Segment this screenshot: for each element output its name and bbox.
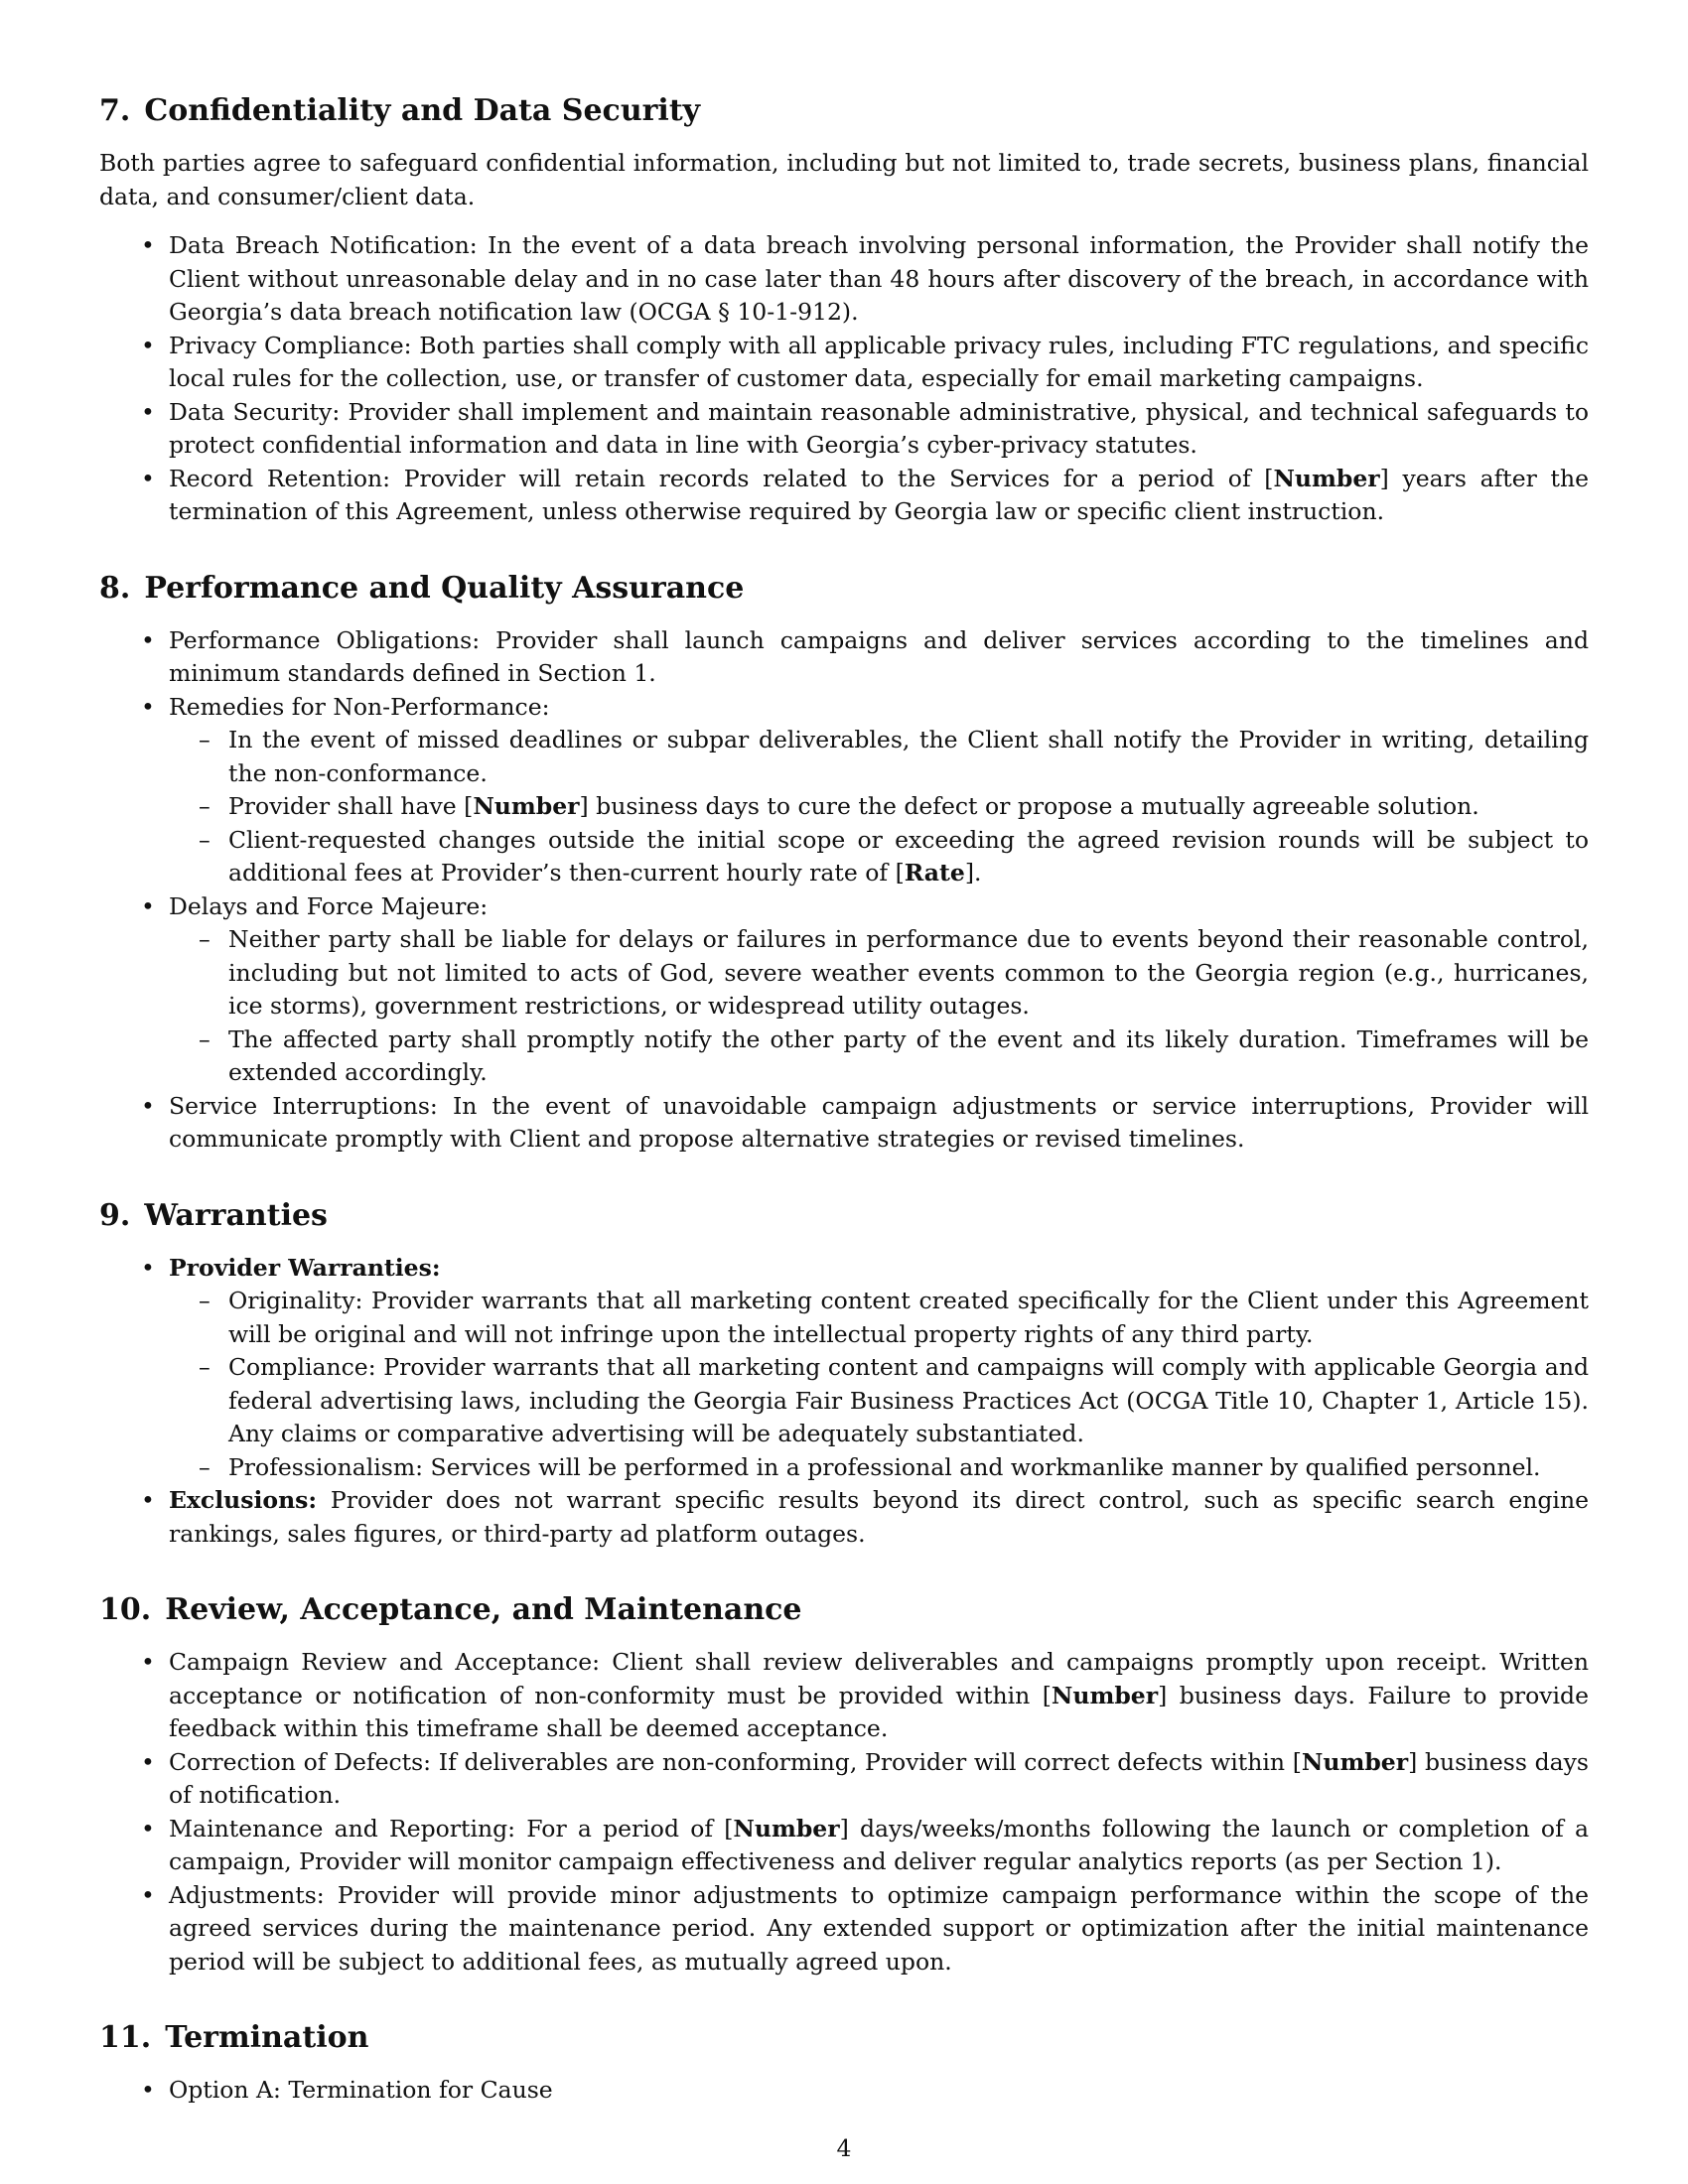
sub-list xyxy=(169,724,1589,890)
section-9-list xyxy=(99,1252,1589,1552)
sub-list-item: – Provider shall have [Number] business days to cure the defect or propose a mutually agreeable solution. xyxy=(169,790,1589,824)
list-item: • Correction of Defects: If deliverables are non-conforming, Provider will correct defects within [Number] business days of notification. xyxy=(99,1746,1589,1813)
section-10-heading: 10. Review, Acceptance, and Maintenance xyxy=(99,1592,802,1627)
list-item: • Remedies for Non-Performance: – In the event of missed deadlines or subpar deliverables, the Client shall notify the Provider in writing, detailing the non-conformance. – Provider shall have [Number] business days to cure the defect or propose a mutually agreeable solution. – Client-requested changes outside the initial scope or exceeding the agreed revision rounds will be subject to additional fees at Provider’s then-current hourly rate of [Rate]. xyxy=(99,691,1589,890)
section-8 xyxy=(99,567,1589,1157)
sub-list-item: – Compliance: Provider warrants that all marketing content and campaigns will comply with applicable Georgia and federal advertising laws, including the Georgia Fair Business Practices Act (OCGA Title 10, Chapter 1, Article 15). Any claims or comparative advertising will be adequately substantiated. xyxy=(169,1351,1589,1451)
document-body xyxy=(99,89,1589,2145)
list-item: • Option A: Termination for Cause xyxy=(99,2074,1589,2108)
list-item: • Service Interruptions: In the event of unavoidable campaign adjustments or service interruptions, Provider will communicate promptly with Client and propose alternative strategies or revised timelines. xyxy=(99,1090,1589,1157)
section-9 xyxy=(99,1194,1589,1552)
sub-list xyxy=(169,1285,1589,1484)
section-11-list xyxy=(99,2074,1589,2108)
section-9-heading: 9. Warranties xyxy=(99,1197,328,1233)
list-item: • Maintenance and Reporting: For a period of [Number] days/weeks/months following the launch or completion of a campaign, Provider will monitor campaign effectiveness and deliver regular analytics reports (as per Section 1). xyxy=(99,1813,1589,1879)
section-10-list xyxy=(99,1646,1589,1979)
sub-list-item: – Professionalism: Services will be performed in a professional and workmanlike manner by qualified personnel. xyxy=(169,1451,1589,1485)
section-8-heading: 8. Performance and Quality Assurance xyxy=(99,570,745,606)
list-item: • Data Breach Notification: In the event of a data breach involving personal information, the Provider shall notify the Client without unreasonable delay and in no case later than 48 hours after discovery of the breach, in accordance with Georgia’s data breach notification law (OCGA § 10-1-912). xyxy=(99,229,1589,330)
section-7-list xyxy=(99,229,1589,529)
list-item: • Data Security: Provider shall implement and maintain reasonable administrative, physical, and technical safeguards to protect confidential information and data in line with Georgia’s cyber-privacy statutes. xyxy=(99,396,1589,463)
list-item: • Record Retention: Provider will retain records related to the Services for a period of [Number] years after the termination of this Agreement, unless otherwise required by Georgia law or specific client instruction. xyxy=(99,463,1589,529)
list-item: • Provider Warranties: – Originality: Provider warrants that all marketing content created specifically for the Client under this Agreement will be original and will not infringe upon the intellectual property rights of any third party. – Compliance: Provider warrants that all marketing content and campaigns will comply with applicable Georgia and federal advertising laws, including the Georgia Fair Business Practices Act (OCGA Title 10, Chapter 1, Article 15). Any claims or comparative advertising will be adequately substantiated. – Professionalism: Services will be performed in a professional and workmanlike manner by qualified personnel. xyxy=(99,1252,1589,1485)
list-item: • Adjustments: Provider will provide minor adjustments to optimize campaign performance within the scope of the agreed services during the maintenance period. Any extended support or optimization after the initial maintenance period will be subject to additional fees, as mutually agreed upon. xyxy=(99,1879,1589,1979)
section-8-list xyxy=(99,624,1589,1157)
sub-list-item: – In the event of missed deadlines or subpar deliverables, the Client shall notify the Provider in writing, detailing the non-conformance. xyxy=(169,724,1589,790)
page-number: 4 xyxy=(836,2134,852,2162)
section-7-heading: 7. Confidentiality and Data Security xyxy=(99,93,701,128)
sub-list-item: – Client-requested changes outside the initial scope or exceeding the agreed revision rounds will be subject to additional fees at Provider’s then-current hourly rate of [Rate]. xyxy=(169,824,1589,890)
sub-list xyxy=(169,923,1589,1090)
section-11 xyxy=(99,2016,1589,2108)
sub-list-item: – Originality: Provider warrants that all marketing content created specifically for the Client under this Agreement will be original and will not infringe upon the intellectual property rights of any third party. xyxy=(169,1285,1589,1351)
section-10 xyxy=(99,1588,1589,1979)
sub-list-item: – The affected party shall promptly notify the other party of the event and its likely duration. Timeframes will be extended accordingly. xyxy=(169,1024,1589,1090)
list-item: • Privacy Compliance: Both parties shall comply with all applicable privacy rules, including FTC regulations, and specific local rules for the collection, use, or transfer of customer data, especially for email marketing campaigns. xyxy=(99,330,1589,396)
section-11-heading: 11. Termination xyxy=(99,2020,369,2055)
section-7 xyxy=(99,89,1589,529)
list-item: • Campaign Review and Acceptance: Client shall review deliverables and campaigns promptly upon receipt. Written acceptance or notification of non-conformity must be provided within [Number] business days. Failure to provide feedback within this timeframe shall be deemed acceptance. xyxy=(99,1646,1589,1746)
list-item: • Performance Obligations: Provider shall launch campaigns and deliver services according to the timelines and minimum standards defined in Section 1. xyxy=(99,624,1589,691)
section-7-intro: Both parties agree to safeguard confidential information, including but not limited to, trade secrets, business plans, financial data, and consumer/client data. xyxy=(99,149,1589,210)
list-item: • Exclusions: Provider does not warrant specific results beyond its direct control, such as specific search engine rankings, sales figures, or third-party ad platform outages. xyxy=(99,1484,1589,1551)
sub-list-item: – Neither party shall be liable for delays or failures in performance due to events beyond their reasonable control, including but not limited to acts of God, severe weather events common to the Georgia region (e.g., hurricanes, ice storms), government restrictions, or widespread utility outages. xyxy=(169,923,1589,1024)
list-item: • Delays and Force Majeure: – Neither party shall be liable for delays or failures in performance due to events beyond their reasonable control, including but not limited to acts of God, severe weather events common to the Georgia region (e.g., hurricanes, ice storms), government restrictions, or widespread utility outages. – The affected party shall promptly notify the other party of the event and its likely duration. Timeframes will be extended accordingly. xyxy=(99,890,1589,1090)
